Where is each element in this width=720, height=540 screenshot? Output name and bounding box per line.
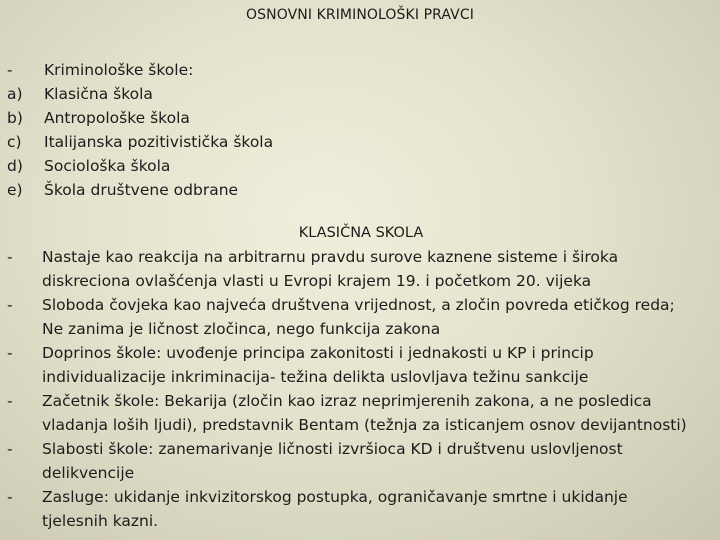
list-item-line: Doprinos škole: uvođenje principa zakonitosti i jednakosti u KP i princip	[42, 344, 594, 362]
list-item-line: Slabosti škole: zanemarivanje ličnosti izvršioca KD i društvenu uslovljenost	[42, 440, 623, 458]
list-item-line: Sloboda čovjeka kao najveća društvena vrijednost, a zločin povreda etičkog reda;	[42, 296, 675, 314]
list-item-line: tjelesnih kazni.	[42, 512, 159, 530]
list-item-text: Kriminološke škole:	[44, 61, 194, 79]
list-item-text: Sociološka škola	[44, 157, 171, 175]
bullet-marker: -	[7, 392, 13, 410]
list-item-line: delikvencije	[42, 464, 135, 482]
bullet-marker: -	[7, 296, 13, 314]
page-title: OSNOVNI KRIMINOLOŠKI PRAVCI	[246, 7, 474, 23]
list-item-text: Škola društvene odbrane	[44, 181, 239, 199]
list-marker: c)	[7, 133, 22, 151]
list-item-line: individualizacije inkriminacija- težina delikta uslovljava težinu sankcije	[42, 368, 589, 386]
list-marker: e)	[7, 181, 23, 199]
bullet-marker: -	[7, 440, 13, 458]
section-title: KLASIČNA SKOLA	[298, 225, 424, 241]
bullet-marker: -	[7, 344, 13, 362]
list-item-line: Nastaje kao reakcija na arbitrarnu pravdu surove kaznene sisteme i široka	[42, 248, 619, 266]
list-item-text: Italijanska pozitivistička škola	[44, 133, 274, 151]
list-item	[7, 389, 717, 437]
bullet-marker: -	[7, 248, 13, 266]
list-item	[7, 293, 717, 341]
list-marker: a)	[7, 85, 23, 103]
list-item-text: Antropološke škola	[44, 109, 190, 127]
list-item-line: Zasluge: ukidanje inkvizitorskog postupka, ograničavanje smrtne i ukidanje	[42, 488, 628, 506]
list-item-line: diskreciona ovlašćenja vlasti u Evropi krajem 19. i početkom 20. vijeka	[42, 272, 592, 290]
list-item-line: Začetnik škole: Bekarija (zločin kao izraz neprimjerenih zakona, a ne posledica	[42, 392, 652, 410]
bullet-marker: -	[7, 488, 13, 506]
list-item-text: Klasična škola	[44, 85, 153, 103]
classical-school-list	[7, 245, 717, 533]
list-item	[7, 245, 717, 293]
list-item-line: Ne zanima je ličnost zločinca, nego funkcija zakona	[42, 320, 441, 338]
list-marker: d)	[7, 157, 23, 175]
list-item	[7, 341, 717, 389]
list-marker: -	[7, 61, 13, 79]
list-marker: b)	[7, 109, 23, 127]
list-item	[7, 437, 717, 485]
list-item-line: vladanja loših ljudi), predstavnik Bentam (težnja za isticanjem osnov devijantnosti)	[42, 416, 687, 434]
list-item	[7, 485, 717, 533]
